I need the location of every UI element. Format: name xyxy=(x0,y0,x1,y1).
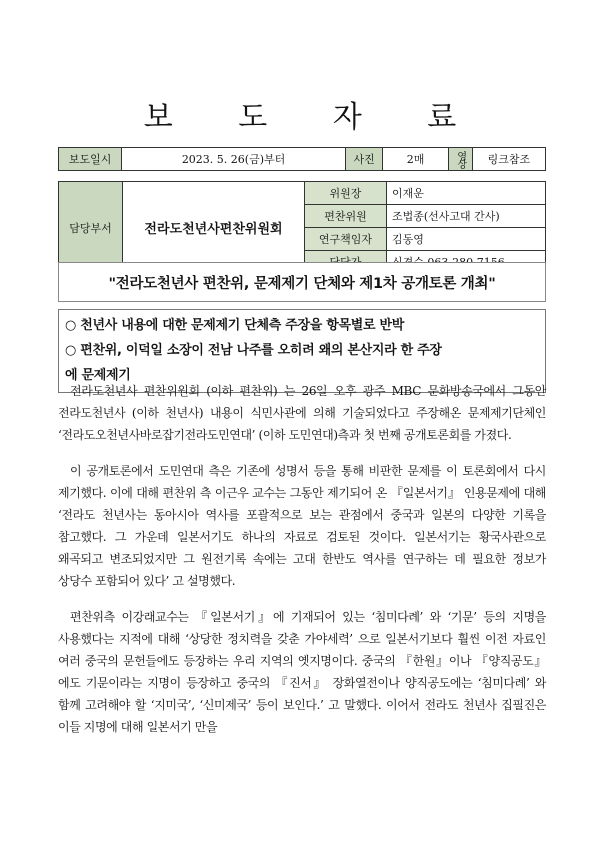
summary-line: ○ 편찬위, 이덕일 소장이 전남 나주를 오히려 왜의 본산지라 한 주장 xyxy=(65,343,442,358)
contact-name: 김동영 xyxy=(387,228,546,251)
body-paragraph: 편찬위측 이강래교수는 『일본서기』에 기재되어 있는 ‘침미다례’ 와 ‘기문’ 등의 지명을 사용했다는 지적에 대해 ‘상당한 정치력을 갖춘 가야세력’ 으로 일본서기보다 훨씬 이전 자료인 여러 중국의 문헌들에도 등장하는 우리 지역의 옛지명이다. 중국의 『한원』이나 『양직공도』에도 기문이라는 지명이 등장하고 중국의 『진서』 장화열전이나 양직공도에는 ‘침미다례’ 와 함께 고려해야 할 ‘지미국’, ‘신미제국’ 등이 보인다.’ 고 말했다. 이어서 전라도 천년사 집필진은 이들 지명에 대해 일본서기 만을 xyxy=(58,610,546,734)
page-title: 보 도 자 료 xyxy=(143,100,485,135)
release-info-table xyxy=(58,147,546,171)
contact-name: 조법종(선사고대 간사) xyxy=(387,205,546,228)
body-text xyxy=(58,380,546,752)
summary-line: 에 문제제기 xyxy=(65,368,131,383)
video-value: 링크참조 xyxy=(472,148,545,171)
summary-line: ○ 천년사 내용에 대한 문제제기 단체측 주장을 항목별로 반박 xyxy=(65,318,405,333)
contact-role: 편찬위원 xyxy=(305,205,387,228)
photo-label: 사진 xyxy=(345,148,383,171)
dept-label: 담당부서 xyxy=(59,182,123,274)
dept-value: 전라도천년사편찬위원회 xyxy=(123,182,305,274)
release-date-value: 2023. 5. 26(금)부터 xyxy=(122,148,345,171)
contact-name: 이재운 xyxy=(387,182,546,205)
contact-role: 연구책임자 xyxy=(305,228,387,251)
body-paragraph: 이 공개토론에서 도민연대 측은 기존에 성명서 등을 통해 비판한 문제를 이 토론회에서 다시 제기했다. 이에 대해 편찬위 측 이근우 교수는 그동안 제기되어 온 『일본서기』 인용문제에 대해 ‘전라도 천년사는 동아시아 역사를 포괄적으로 보는 관점에서 중국과 일본의 다양한 기록을 참고했다. 그 가운데 일본서기도 하나의 자료로 검토된 것이다. 일본서기는 황국사관으로 왜곡되고 변조되었지만 그 원전기록 속에는 고대 한반도 역사를 연구하는 데 필요한 정보가 상당수 포함되어 있다’ 고 설명했다. xyxy=(58,464,546,588)
contact-table xyxy=(58,181,546,274)
video-label: 영상 xyxy=(448,148,472,171)
photo-value: 2매 xyxy=(383,148,448,171)
contact-role: 위원장 xyxy=(305,182,387,205)
release-date-label: 보도일시 xyxy=(59,148,122,171)
headline: "전라도천년사 편찬위, 문제제기 단체와 제1차 공개토론 개최" xyxy=(58,262,546,302)
body-paragraph: 전라도천년사 편찬위원회 (이하 편찬위) 는 26일 오후 광주 MBC 문화방송국에서 그동안 전라도천년사 (이하 천년사) 내용이 식민사관에 의해 기술되었다고 주장해온 문제제기단체인 ‘전라도오천년사바로잡기전라도민연대’ (이하 도민연대)측과 첫 번째 공개토론회를 가졌다. xyxy=(58,384,546,442)
